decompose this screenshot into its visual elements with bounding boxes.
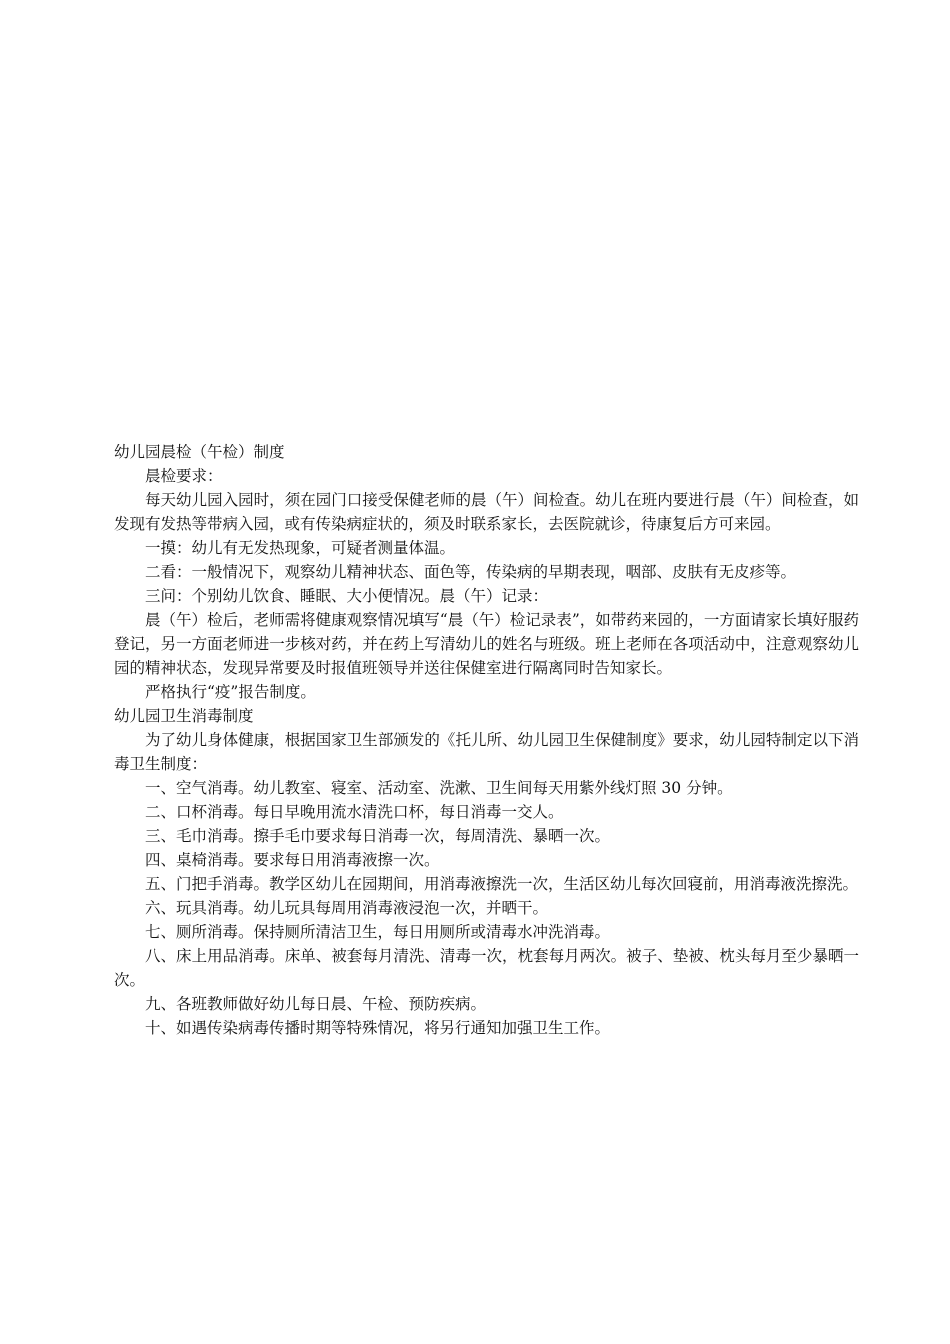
section-title-morning-check: 幼儿园晨检（午检）制度 bbox=[114, 443, 285, 461]
list-item: 十、如遇传染病毒传播时期等特殊情况，将另行通知加强卫生工作。 bbox=[145, 1019, 611, 1037]
list-item: 六、玩具消毒。幼儿玩具每周用消毒液浸泡一次，并晒干。 bbox=[145, 899, 549, 917]
paragraph: 晨（午）检后，老师需将健康观察情况填写“晨（午）检记录表”，如带药来园的，一方面请家长填好服药登记，另一方面老师进一步核对药，并在药上写清幼儿的姓名与班级。班上老师在各项活动中，注意观察幼儿园的精神状态，发现异常要及时报值班领导并送往保健室进行隔离同时告知家长。 bbox=[114, 611, 859, 677]
paragraph: 为了幼儿身体健康，根据国家卫生部颁发的《托儿所、幼儿园卫生保健制度》要求，幼儿园特制定以下消毒卫生制度： bbox=[114, 731, 859, 773]
paragraph: 每天幼儿园入园时，须在园门口接受保健老师的晨（午）间检查。幼儿在班内要进行晨（午）间检查，如发现有发热等带病入园，或有传染病症状的，须及时联系家长，去医院就诊，待康复后方可来园。 bbox=[114, 491, 859, 533]
paragraph: 三问：个别幼儿饮食、睡眠、大小便情况。晨（午）记录： bbox=[145, 587, 549, 605]
document-body bbox=[114, 440, 859, 1040]
paragraph: 晨检要求： bbox=[145, 467, 223, 485]
list-item: 二、口杯消毒。每日早晚用流水清洗口杯，每日消毒一交人。 bbox=[145, 803, 564, 821]
list-item: 九、各班教师做好幼儿每日晨、午检、预防疾病。 bbox=[145, 995, 487, 1013]
list-item: 七、厕所消毒。保持厕所清洁卫生，每日用厕所或清毒水冲洗消毒。 bbox=[145, 923, 611, 941]
paragraph: 严格执行“疫”报告制度。 bbox=[145, 683, 316, 701]
list-item: 一、空气消毒。幼儿教室、寝室、活动室、洗漱、卫生间每天用紫外线灯照 30 分钟。 bbox=[145, 779, 733, 797]
paragraph: 一摸：幼儿有无发热现象，可疑者测量体温。 bbox=[145, 539, 456, 557]
list-item: 四、桌椅消毒。要求每日用消毒液擦一次。 bbox=[145, 851, 440, 869]
list-item: 八、床上用品消毒。床单、被套每月清洗、清毒一次，枕套每月两次。被子、垫被、枕头每月至少暴晒一次。 bbox=[114, 947, 859, 989]
section-title-disinfection: 幼儿园卫生消毒制度 bbox=[114, 707, 254, 725]
list-item: 三、毛巾消毒。擦手毛巾要求每日消毒一次，每周清洗、暴晒一次。 bbox=[145, 827, 611, 845]
list-item: 五、门把手消毒。教学区幼儿在园期间，用消毒液擦洗一次，生活区幼儿每次回寝前，用消毒液洗擦洗。 bbox=[145, 875, 859, 893]
paragraph: 二看：一般情况下，观察幼儿精神状态、面色等，传染病的早期表现，咽部、皮肤有无皮疹等。 bbox=[145, 563, 797, 581]
